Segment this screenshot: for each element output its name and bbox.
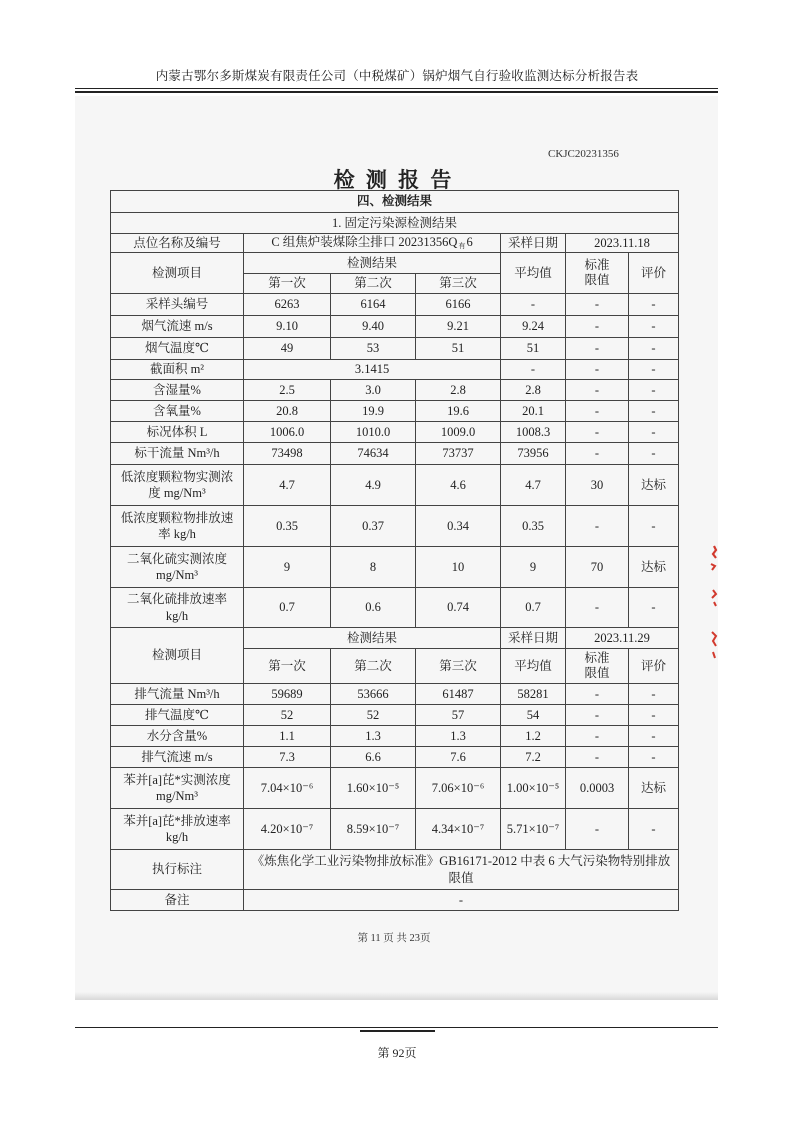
row-run-1: 0.35 <box>244 506 331 547</box>
row-item: 标干流量 Nm³/h <box>111 443 244 465</box>
table2-run-1: 第一次 <box>244 649 331 684</box>
row-item: 苯并[a]芘*实测浓度 mg/Nm³ <box>111 768 244 809</box>
row-run-2: 74634 <box>331 443 416 465</box>
table2-date-label: 采样日期 <box>501 628 566 649</box>
row-run-1: 7.3 <box>244 747 331 768</box>
row-run-1: 73498 <box>244 443 331 465</box>
table-row <box>111 684 679 705</box>
row-run-3: 57 <box>416 705 501 726</box>
row-evaluation: - <box>629 443 679 465</box>
table1-run-1: 第一次 <box>244 274 331 294</box>
row-limit: - <box>566 443 629 465</box>
row-run-1: 4.20×10⁻⁷ <box>244 809 331 850</box>
row-run-3: 0.34 <box>416 506 501 547</box>
row-average: 54 <box>501 705 566 726</box>
table1-run-2: 第二次 <box>331 274 416 294</box>
table-row <box>111 360 679 380</box>
row-item: 低浓度颗粒物实测浓度 mg/Nm³ <box>111 465 244 506</box>
row-item: 截面积 m² <box>111 360 244 380</box>
table2-run-3: 第三次 <box>416 649 501 684</box>
table-row <box>111 422 679 443</box>
results-table <box>110 190 679 911</box>
row-evaluation: 达标 <box>629 768 679 809</box>
row-item: 含湿量% <box>111 380 244 401</box>
header-rule-thin <box>75 88 718 89</box>
row-run-3: 2.8 <box>416 380 501 401</box>
table-row <box>111 506 679 547</box>
row-average: 51 <box>501 338 566 360</box>
row-evaluation: - <box>629 705 679 726</box>
table-row <box>111 547 679 588</box>
row-run-3: 0.74 <box>416 588 501 628</box>
row-run-3: 61487 <box>416 684 501 705</box>
row-run-3: 4.6 <box>416 465 501 506</box>
row-evaluation: - <box>629 360 679 380</box>
remark-label: 备注 <box>111 890 244 911</box>
row-run-2: 1010.0 <box>331 422 416 443</box>
table2-avg-header: 平均值 <box>501 649 566 684</box>
row-item: 二氧化硫实测浓度 mg/Nm³ <box>111 547 244 588</box>
table1-limit-header <box>566 253 629 294</box>
table2-results-header: 检测结果 <box>244 628 501 649</box>
row-item: 含氧量% <box>111 401 244 422</box>
row-average: 1008.3 <box>501 422 566 443</box>
row-run-3: 9.21 <box>416 316 501 338</box>
row-limit: - <box>566 588 629 628</box>
row-merged-value: 3.1415 <box>244 360 501 380</box>
row-limit: 70 <box>566 547 629 588</box>
table1-avg-header: 平均值 <box>501 253 566 294</box>
row-run-1: 7.04×10⁻⁶ <box>244 768 331 809</box>
site-value-text: C 组焦炉装煤除尘排口 20231356Q <box>271 235 458 250</box>
table-row <box>111 401 679 422</box>
table-row <box>111 588 679 628</box>
row-run-2: 0.6 <box>331 588 416 628</box>
table2-limit-header <box>566 649 629 684</box>
row-evaluation: - <box>629 294 679 316</box>
row-item: 二氧化硫排放速率 kg/h <box>111 588 244 628</box>
table1-eval-header: 评价 <box>629 253 679 294</box>
table1-item-header: 检测项目 <box>111 253 244 294</box>
row-run-2: 1.60×10⁻⁵ <box>331 768 416 809</box>
table1-results-header: 检测结果 <box>244 253 501 274</box>
table-row <box>111 809 679 850</box>
row-run-2: 0.37 <box>331 506 416 547</box>
site-row <box>111 234 679 253</box>
table-row <box>111 768 679 809</box>
row-item: 水分含量% <box>111 726 244 747</box>
row-run-1: 4.7 <box>244 465 331 506</box>
row-limit: - <box>566 380 629 401</box>
row-run-1: 9.10 <box>244 316 331 338</box>
row-run-1: 1.1 <box>244 726 331 747</box>
row-evaluation: - <box>629 380 679 401</box>
row-limit: - <box>566 338 629 360</box>
seal-fragment-icon <box>704 540 720 670</box>
row-run-2: 8 <box>331 547 416 588</box>
row-evaluation: - <box>629 684 679 705</box>
site-value-suffix: 6 <box>466 235 473 250</box>
row-evaluation: 达标 <box>629 465 679 506</box>
row-average: 1.2 <box>501 726 566 747</box>
row-average: - <box>501 360 566 380</box>
row-average: 1.00×10⁻⁵ <box>501 768 566 809</box>
row-evaluation: - <box>629 316 679 338</box>
table-row <box>111 443 679 465</box>
subsection-title-row <box>111 213 679 234</box>
row-run-3: 19.6 <box>416 401 501 422</box>
table-row <box>111 705 679 726</box>
row-item: 烟气温度℃ <box>111 338 244 360</box>
footer-rule <box>75 1027 718 1028</box>
row-run-3: 51 <box>416 338 501 360</box>
table-row <box>111 380 679 401</box>
row-item: 排气流速 m/s <box>111 747 244 768</box>
row-run-2: 4.9 <box>331 465 416 506</box>
row-run-1: 0.7 <box>244 588 331 628</box>
row-run-2: 9.40 <box>331 316 416 338</box>
report-number: CKJC20231356 <box>548 148 619 160</box>
row-average: 0.35 <box>501 506 566 547</box>
row-evaluation: 达标 <box>629 547 679 588</box>
table2-run-2: 第二次 <box>331 649 416 684</box>
sampling-date-label: 采样日期 <box>501 234 566 253</box>
row-limit: - <box>566 726 629 747</box>
report-title: 检 测 报 告 <box>333 168 455 192</box>
row-run-2: 6.6 <box>331 747 416 768</box>
row-run-3: 6166 <box>416 294 501 316</box>
row-limit: - <box>566 506 629 547</box>
row-limit: - <box>566 705 629 726</box>
row-run-3: 7.6 <box>416 747 501 768</box>
row-item: 标况体积 L <box>111 422 244 443</box>
table-row <box>111 747 679 768</box>
row-evaluation: - <box>629 422 679 443</box>
row-evaluation: - <box>629 747 679 768</box>
row-run-3: 7.06×10⁻⁶ <box>416 768 501 809</box>
standard-value: 《炼焦化学工业污染物排放标准》GB16171-2012 中表 6 大气污染物特别排放限值 <box>244 850 679 890</box>
row-item: 排气温度℃ <box>111 705 244 726</box>
row-item: 排气流量 Nm³/h <box>111 684 244 705</box>
row-run-1: 6263 <box>244 294 331 316</box>
row-run-3: 73737 <box>416 443 501 465</box>
row-evaluation: - <box>629 588 679 628</box>
row-run-1: 9 <box>244 547 331 588</box>
table-row <box>111 338 679 360</box>
row-average: 58281 <box>501 684 566 705</box>
table-row <box>111 294 679 316</box>
row-run-2: 8.59×10⁻⁷ <box>331 809 416 850</box>
row-limit: - <box>566 316 629 338</box>
row-run-2: 1.3 <box>331 726 416 747</box>
header-rule-thick <box>75 91 718 93</box>
row-average: 9.24 <box>501 316 566 338</box>
table1-header-row <box>111 253 679 274</box>
row-evaluation: - <box>629 506 679 547</box>
table-row <box>111 465 679 506</box>
row-item: 苯并[a]芘*排放速率 kg/h <box>111 809 244 850</box>
row-run-2: 19.9 <box>331 401 416 422</box>
row-run-2: 53666 <box>331 684 416 705</box>
subsection-title: 1. 固定污染源检测结果 <box>111 213 679 234</box>
row-evaluation: - <box>629 726 679 747</box>
row-run-1: 59689 <box>244 684 331 705</box>
row-run-2: 53 <box>331 338 416 360</box>
sampling-date: 2023.11.18 <box>566 234 679 253</box>
row-run-1: 2.5 <box>244 380 331 401</box>
table1-run-3: 第三次 <box>416 274 501 294</box>
row-run-1: 20.8 <box>244 401 331 422</box>
site-label: 点位名称及编号 <box>111 234 244 253</box>
footer-short-rule <box>360 1030 435 1032</box>
row-average: 0.7 <box>501 588 566 628</box>
row-average: 5.71×10⁻⁷ <box>501 809 566 850</box>
row-limit: - <box>566 684 629 705</box>
row-evaluation: - <box>629 401 679 422</box>
row-limit: 0.0003 <box>566 768 629 809</box>
row-limit: - <box>566 809 629 850</box>
row-average: 4.7 <box>501 465 566 506</box>
table1-limit-header-text: 标准限值 <box>584 258 610 287</box>
table-row <box>111 726 679 747</box>
row-average: 7.2 <box>501 747 566 768</box>
row-average: 9 <box>501 547 566 588</box>
row-run-3: 10 <box>416 547 501 588</box>
row-item: 烟气流速 m/s <box>111 316 244 338</box>
inner-page-number: 第 11 页 共 23页 <box>357 933 431 944</box>
standard-row <box>111 850 679 890</box>
row-limit: - <box>566 294 629 316</box>
table2-item-header: 检测项目 <box>111 628 244 684</box>
row-average: 73956 <box>501 443 566 465</box>
row-average: 2.8 <box>501 380 566 401</box>
row-average: 20.1 <box>501 401 566 422</box>
row-run-3: 4.34×10⁻⁷ <box>416 809 501 850</box>
row-limit: - <box>566 422 629 443</box>
table2-header-row <box>111 628 679 649</box>
row-run-2: 52 <box>331 705 416 726</box>
section-title: 四、检测结果 <box>111 191 679 213</box>
site-value <box>244 234 501 253</box>
row-limit: - <box>566 360 629 380</box>
row-run-1: 1006.0 <box>244 422 331 443</box>
row-limit: - <box>566 401 629 422</box>
row-average: - <box>501 294 566 316</box>
standard-label: 执行标注 <box>111 850 244 890</box>
row-item: 低浓度颗粒物排放速率 kg/h <box>111 506 244 547</box>
remark-row <box>111 890 679 911</box>
site-value-sub: 有 <box>458 242 466 251</box>
table2-eval-header: 评价 <box>629 649 679 684</box>
table2-limit-header-text: 标准限值 <box>584 651 610 680</box>
row-run-3: 1009.0 <box>416 422 501 443</box>
row-run-3: 1.3 <box>416 726 501 747</box>
table2-date: 2023.11.29 <box>566 628 679 649</box>
row-evaluation: - <box>629 338 679 360</box>
row-limit: - <box>566 747 629 768</box>
row-run-2: 6164 <box>331 294 416 316</box>
section-title-row <box>111 191 679 213</box>
table-row <box>111 316 679 338</box>
row-run-1: 49 <box>244 338 331 360</box>
row-item: 采样头编号 <box>111 294 244 316</box>
row-limit: 30 <box>566 465 629 506</box>
row-evaluation: - <box>629 809 679 850</box>
scan-edge-shadow <box>75 992 718 1000</box>
document-header-title: 内蒙古鄂尔多斯煤炭有限责任公司（中税煤矿）锅炉烟气自行验收监测达标分析报告表 <box>155 69 639 83</box>
page-number: 第 92页 <box>377 1046 417 1060</box>
row-run-1: 52 <box>244 705 331 726</box>
row-run-2: 3.0 <box>331 380 416 401</box>
remark-value: - <box>244 890 679 911</box>
